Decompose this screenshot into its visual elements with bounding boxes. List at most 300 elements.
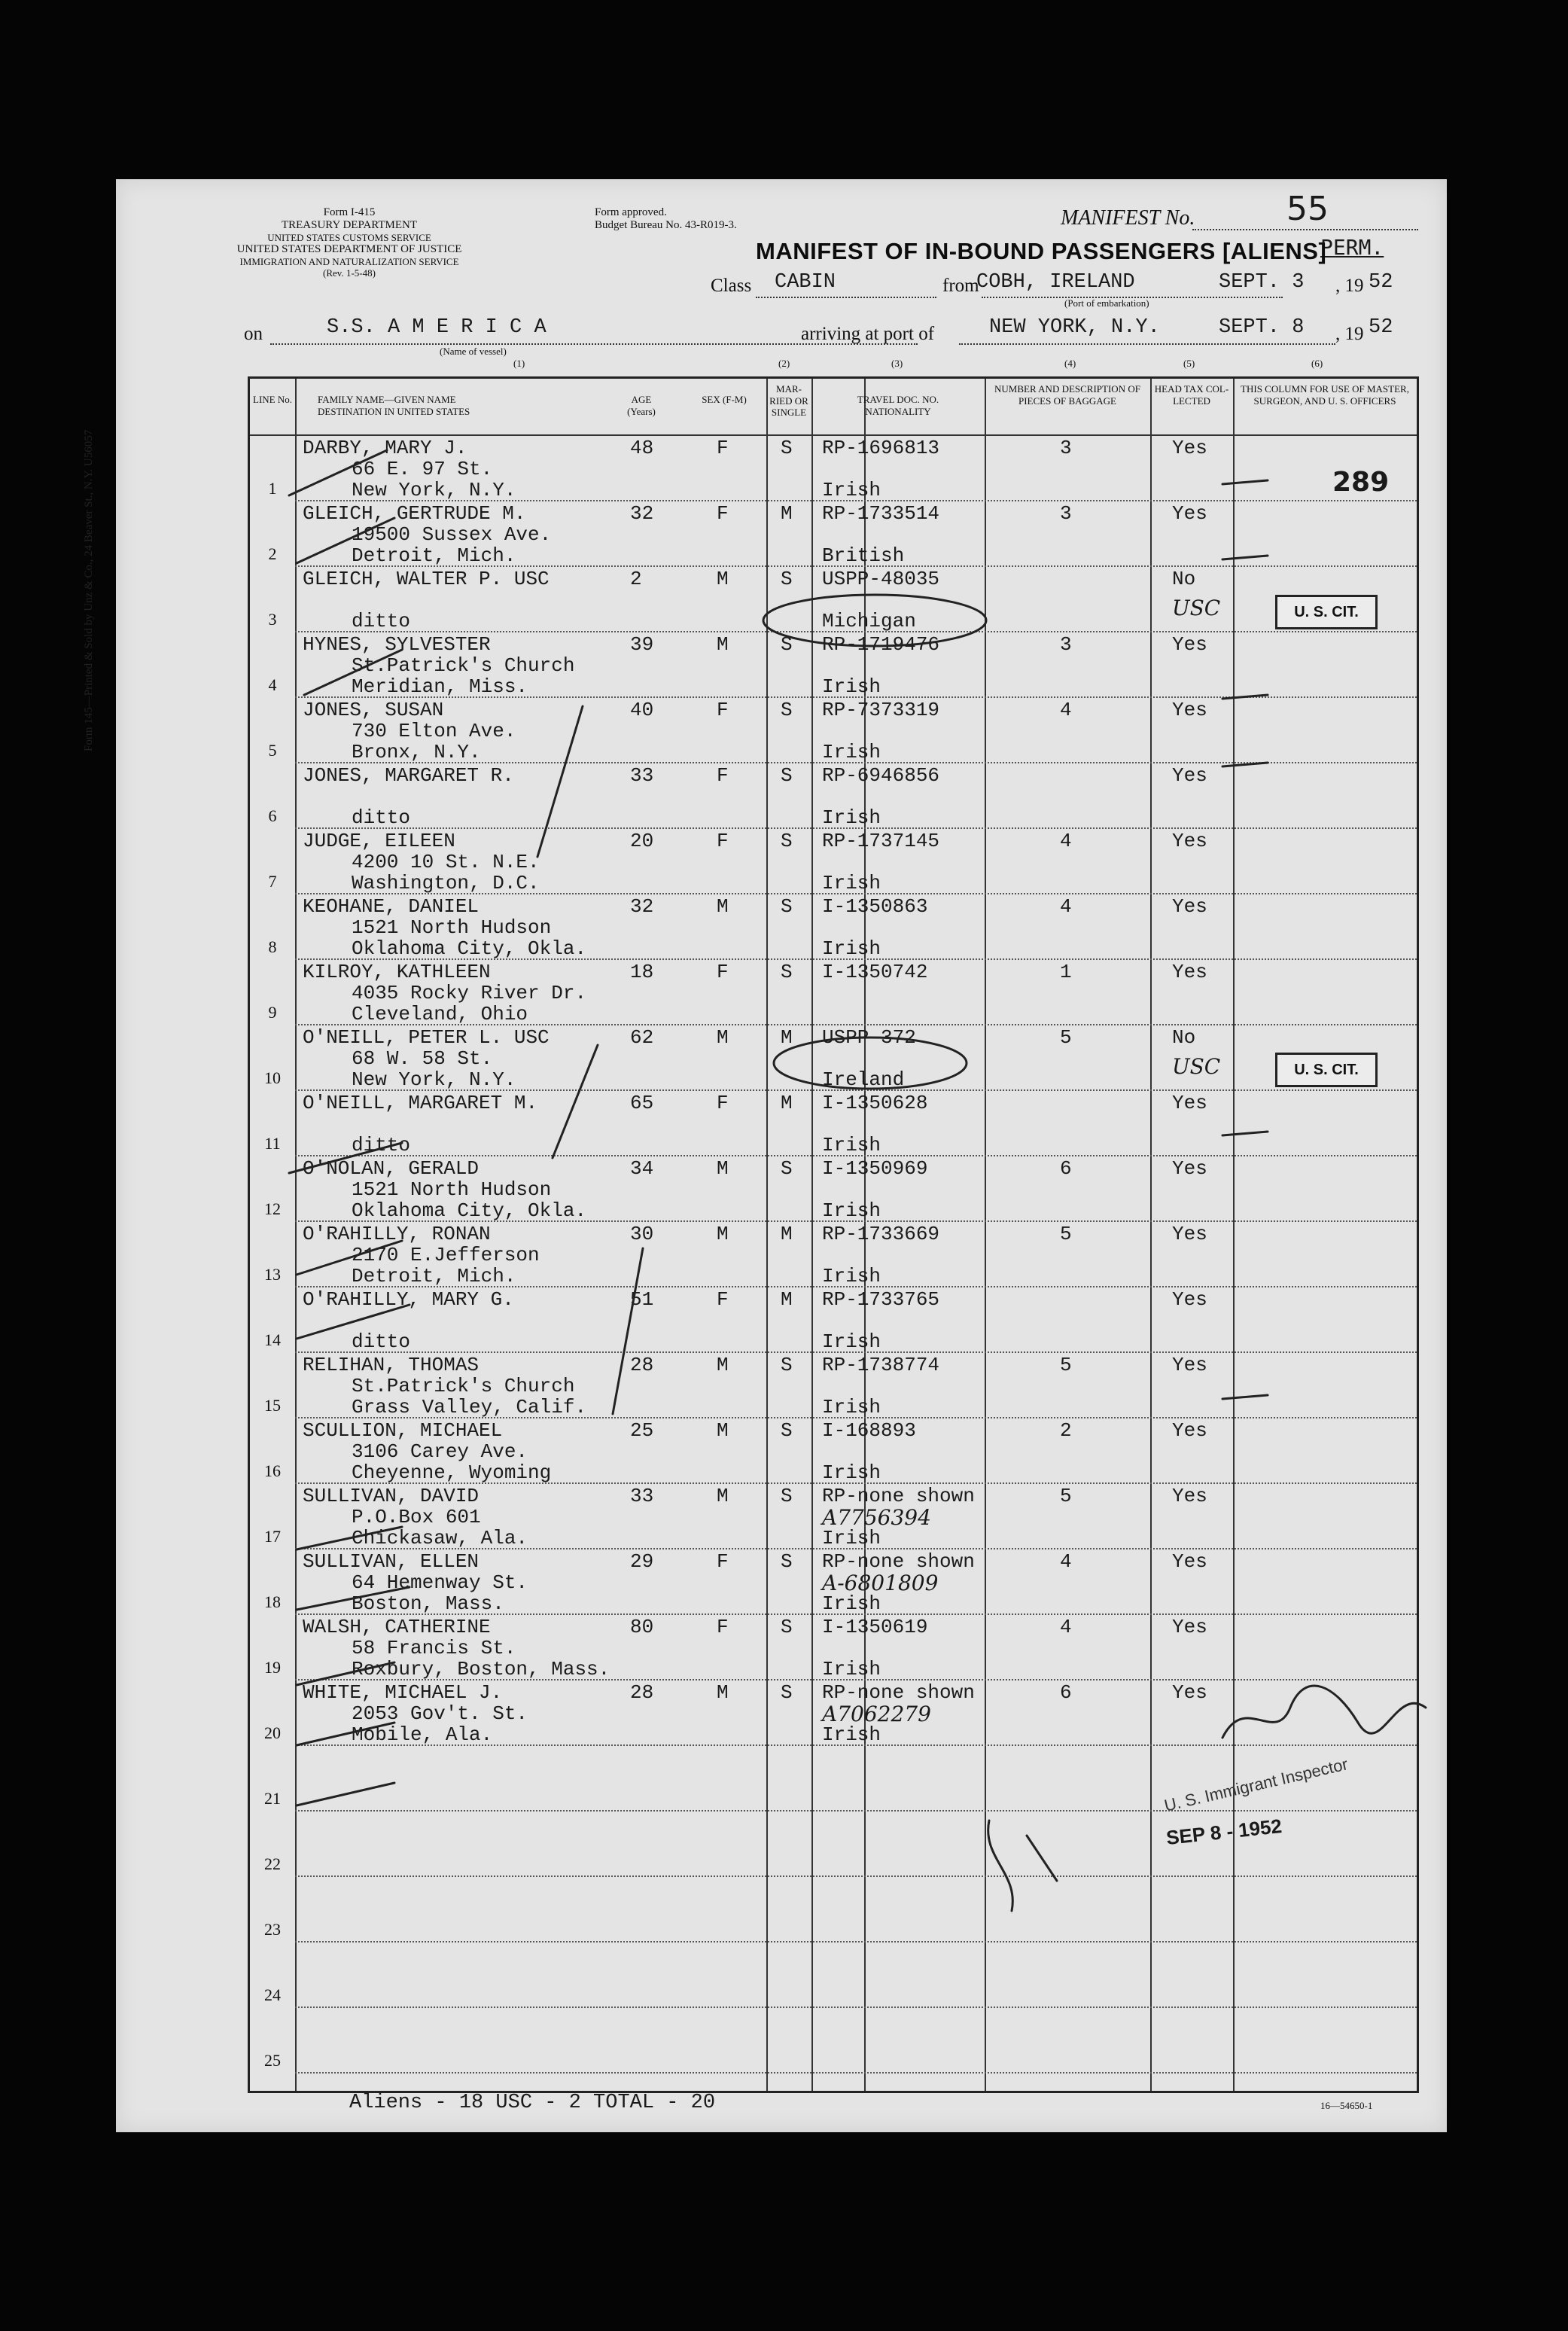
age-cell: 32: [630, 502, 654, 525]
inspector-stamp-text: U. S. Immigrant Inspector: [1162, 1754, 1350, 1815]
travel-doc-number: USPP-48035: [822, 568, 940, 590]
table-row: [250, 436, 1417, 501]
destination-street: St.Patrick's Church: [352, 654, 575, 677]
passenger-name: JONES, SUSAN: [303, 699, 444, 721]
baggage-count: 4: [1060, 1616, 1072, 1638]
age-cell: 51: [630, 1288, 654, 1311]
dept-line-3: UNITED STATES DEPARTMENT OF JUSTICE: [236, 243, 462, 256]
table-row: [250, 1484, 1417, 1549]
arriving-label: arriving at port of: [801, 324, 935, 344]
class-line: [756, 297, 936, 298]
sex-cell: F: [717, 699, 729, 721]
nationality-cell: Irish: [822, 806, 881, 829]
destination-city: Roxbury, Boston, Mass.: [352, 1658, 610, 1680]
line-number: 6: [268, 806, 277, 825]
head-tax-cell: Yes: [1172, 1157, 1207, 1180]
destination-city: Detroit, Mich.: [352, 544, 516, 567]
destination-city: Cleveland, Ohio: [352, 1003, 528, 1025]
nationality-cell: Irish: [822, 1396, 881, 1418]
table-row: [250, 1025, 1417, 1091]
line-number: 22: [264, 1854, 281, 1873]
col-line-no: LINE No.: [253, 394, 292, 405]
age-cell: 30: [630, 1223, 654, 1245]
travel-doc-number: RP-1733669: [822, 1223, 940, 1245]
age-cell: 80: [630, 1616, 654, 1638]
head-tax-cell: Yes: [1172, 1419, 1207, 1442]
destination-street: 1521 North Hudson: [352, 1178, 552, 1201]
nationality-cell: Irish: [822, 1461, 881, 1484]
head-tax-cell: No: [1172, 1026, 1196, 1049]
vessel-name: S.S. A M E R I C A: [327, 316, 547, 339]
marital-status-cell: S: [781, 1157, 793, 1180]
age-cell: 33: [630, 764, 654, 787]
us-citizen-stamp: U. S. CIT.: [1275, 595, 1378, 629]
table-row: [250, 1418, 1417, 1484]
travel-doc-number: I-1350969: [822, 1157, 928, 1180]
departure-year-prefix: , 19: [1335, 276, 1364, 296]
table-row: [250, 567, 1417, 632]
line-number: 16: [264, 1461, 281, 1480]
age-cell: 48: [630, 437, 654, 459]
col-sex: SEX (F-M): [702, 394, 747, 405]
sex-cell: M: [717, 1157, 729, 1180]
destination-city: Washington, D.C.: [352, 872, 540, 894]
nationality-cell: Irish: [822, 1134, 881, 1156]
destination-street: 19500 Sussex Ave.: [352, 523, 552, 546]
age-cell: 18: [630, 961, 654, 983]
baggage-count: 4: [1060, 1550, 1072, 1573]
sex-cell: M: [717, 895, 729, 918]
passenger-name: KILROY, KATHLEEN: [303, 961, 491, 983]
head-tax-cell: Yes: [1172, 1681, 1207, 1704]
nationality-cell: Irish: [822, 1527, 881, 1549]
col2-caption: (2): [778, 358, 790, 369]
destination-city: ditto: [352, 806, 411, 829]
table-row: [250, 829, 1417, 894]
sex-cell: M: [717, 1026, 729, 1049]
usc-annotation: USC: [1172, 596, 1221, 620]
class-label: Class: [711, 276, 752, 296]
col3-caption: (3): [891, 358, 903, 369]
sex-cell: F: [717, 1092, 729, 1114]
col6-caption: (6): [1311, 358, 1323, 369]
passenger-name: DARBY, MARY J.: [303, 437, 467, 459]
passenger-name: O'NEILL, MARGARET M.: [303, 1092, 538, 1114]
destination-city: Meridian, Miss.: [352, 675, 528, 698]
line-number: 18: [264, 1592, 281, 1611]
baggage-count: 2: [1060, 1419, 1072, 1442]
destination-street: 2170 E.Jefferson: [352, 1244, 540, 1266]
line-number: 1: [268, 479, 277, 498]
baggage-count: 3: [1060, 633, 1072, 656]
manifest-no-line: [1192, 229, 1418, 230]
travel-doc-number: RP-1719476: [822, 633, 940, 656]
arrival-line: [959, 343, 1335, 345]
table-row: [250, 1877, 1417, 1942]
line-number: 24: [264, 1985, 281, 2004]
perm-note: PERM.: [1320, 235, 1384, 260]
departure-date: SEPT. 3: [1219, 271, 1305, 294]
sex-cell: F: [717, 502, 729, 525]
line-number: 2: [268, 544, 277, 563]
travel-doc-number: RP-7373319: [822, 699, 940, 721]
travel-doc-number: RP-1733514: [822, 502, 940, 525]
head-tax-cell: Yes: [1172, 633, 1207, 656]
travel-doc-number: RP-none shown: [822, 1681, 975, 1704]
destination-street: 1521 North Hudson: [352, 916, 552, 939]
marital-status-cell: M: [781, 1223, 793, 1245]
class-value: CABIN: [775, 271, 836, 294]
col-officers: THIS COLUMN FOR USE OF MASTER, SURGEON, AND U. S. OFFICERS: [1241, 383, 1409, 407]
travel-doc-number: RP-1733765: [822, 1288, 940, 1311]
col-baggage: NUMBER AND DESCRIPTION OF PIECES OF BAGGAGE: [994, 383, 1140, 407]
baggage-count: 4: [1060, 830, 1072, 852]
line-number: 21: [264, 1789, 281, 1808]
table-row: [250, 1091, 1417, 1156]
passenger-name: GLEICH, WALTER P. USC: [303, 568, 550, 590]
embarkation-caption: (Port of embarkation): [1064, 297, 1149, 309]
passenger-name: JUDGE, EILEEN: [303, 830, 455, 852]
head-tax-cell: Yes: [1172, 764, 1207, 787]
sex-cell: M: [717, 633, 729, 656]
destination-city: ditto: [352, 1134, 411, 1156]
nationality-cell: Ireland: [822, 1068, 905, 1091]
line-number: 8: [268, 937, 277, 956]
age-cell: 39: [630, 633, 654, 656]
baggage-count: 1: [1060, 961, 1072, 983]
destination-city: Grass Valley, Calif.: [352, 1396, 587, 1418]
alien-registration-note: A7062279: [822, 1702, 931, 1726]
manifest-no-label: MANIFEST No.: [1061, 206, 1195, 230]
passenger-name: SULLIVAN, DAVID: [303, 1485, 480, 1507]
sex-cell: F: [717, 764, 729, 787]
passenger-name: RELIHAN, THOMAS: [303, 1354, 480, 1376]
line-number: 11: [264, 1134, 281, 1153]
head-tax-cell: Yes: [1172, 1550, 1207, 1573]
arrival-date: SEPT. 8: [1219, 316, 1305, 339]
col-name: FAMILY NAME—GIVEN NAME DESTINATION IN UNITED STATES: [318, 394, 470, 417]
marital-status-cell: S: [781, 830, 793, 852]
line-number: 17: [264, 1527, 281, 1546]
travel-doc-number: RP-1737145: [822, 830, 940, 852]
line-number: 14: [264, 1330, 281, 1349]
sex-cell: F: [717, 830, 729, 852]
table-row: [250, 894, 1417, 960]
head-tax-cell: No: [1172, 568, 1196, 590]
table-row: [250, 1680, 1417, 1746]
marital-status-cell: S: [781, 764, 793, 787]
marital-status-cell: S: [781, 895, 793, 918]
travel-doc-number: RP-none shown: [822, 1550, 975, 1573]
destination-street: 730 Elton Ave.: [352, 720, 516, 742]
destination-street: 66 E. 97 St.: [352, 458, 493, 480]
nationality-cell: Irish: [822, 1265, 881, 1287]
marital-status-cell: S: [781, 699, 793, 721]
form-approval: [595, 206, 737, 233]
col-age: AGE (Years): [627, 394, 656, 417]
line-number: 23: [264, 1920, 281, 1939]
destination-city: Cheyenne, Wyoming: [352, 1461, 552, 1484]
line-number: 12: [264, 1199, 281, 1218]
head-tax-cell: Yes: [1172, 699, 1207, 721]
destination-city: Mobile, Ala.: [352, 1723, 493, 1746]
nationality-cell: Irish: [822, 741, 881, 763]
table-row: [250, 1942, 1417, 2008]
dept-line-1: TREASURY DEPARTMENT: [281, 219, 418, 232]
col1-caption: (1): [513, 358, 525, 369]
age-cell: 25: [630, 1419, 654, 1442]
table-row: [250, 1287, 1417, 1353]
head-tax-cell: Yes: [1172, 830, 1207, 852]
nationality-cell: Irish: [822, 479, 881, 501]
marital-status-cell: S: [781, 1485, 793, 1507]
age-cell: 32: [630, 895, 654, 918]
inspection-date-stamp: SEP 8 - 1952: [1165, 1815, 1283, 1849]
destination-city: ditto: [352, 610, 411, 632]
destination-city: Bronx, N.Y.: [352, 741, 481, 763]
page-title: MANIFEST OF IN-BOUND PASSENGERS [ALIENS]: [756, 238, 1327, 264]
travel-doc-number: I-1350619: [822, 1616, 928, 1638]
nationality-cell: Irish: [822, 1592, 881, 1615]
passenger-name: O'RAHILLY, RONAN: [303, 1223, 491, 1245]
head-tax-cell: Yes: [1172, 1616, 1207, 1638]
sex-cell: F: [717, 1550, 729, 1573]
destination-city: ditto: [352, 1330, 411, 1353]
rev-date: (Rev. 1-5-48): [323, 267, 376, 279]
destination-city: New York, N.Y.: [352, 1068, 516, 1091]
head-tax-cell: Yes: [1172, 1354, 1207, 1376]
departure-year: 52: [1369, 271, 1393, 294]
line-number: 20: [264, 1723, 281, 1742]
age-cell: 2: [630, 568, 642, 590]
marital-status-cell: M: [781, 1026, 793, 1049]
table-row: [250, 1222, 1417, 1287]
line-number: 25: [264, 2051, 281, 2070]
age-cell: 20: [630, 830, 654, 852]
table-row: [250, 698, 1417, 763]
table-row: [250, 960, 1417, 1025]
row-rule: [295, 2072, 1417, 2074]
nationality-cell: Irish: [822, 937, 881, 960]
travel-doc-number: RP-1738774: [822, 1354, 940, 1376]
line-number: 7: [268, 872, 277, 891]
sex-cell: M: [717, 568, 729, 590]
destination-city: New York, N.Y.: [352, 479, 516, 501]
passenger-name: JONES, MARGARET R.: [303, 764, 514, 787]
baggage-count: 5: [1060, 1354, 1072, 1376]
passenger-name: HYNES, SYLVESTER: [303, 633, 491, 656]
port-of-embarkation: COBH, IRELAND: [976, 271, 1135, 294]
age-cell: 65: [630, 1092, 654, 1114]
sex-cell: M: [717, 1419, 729, 1442]
head-tax-cell: Yes: [1172, 1288, 1207, 1311]
head-tax-cell: Yes: [1172, 895, 1207, 918]
nationality-cell: Michigan: [822, 610, 916, 632]
head-tax-cell: Yes: [1172, 961, 1207, 983]
destination-street: 4035 Rocky River Dr.: [352, 982, 587, 1004]
col-travel-doc: TRAVEL DOC. NO. NATIONALITY: [857, 394, 939, 417]
line-number: 15: [264, 1396, 281, 1415]
marital-status-cell: S: [781, 568, 793, 590]
arrival-port: NEW YORK, N.Y.: [989, 316, 1160, 339]
nationality-cell: Irish: [822, 675, 881, 698]
dept-line-2: UNITED STATES CUSTOMS SERVICE: [267, 231, 431, 243]
passenger-name: O'NOLAN, GERALD: [303, 1157, 480, 1180]
travel-doc-number: I-1350628: [822, 1092, 928, 1114]
age-cell: 40: [630, 699, 654, 721]
manifest-page: [83, 179, 1447, 2132]
col5-caption: (5): [1183, 358, 1195, 369]
baggage-count: 5: [1060, 1026, 1072, 1049]
marital-status-cell: S: [781, 961, 793, 983]
travel-doc-number: RP-none shown: [822, 1485, 975, 1507]
travel-doc-number: I-1350742: [822, 961, 928, 983]
col-married: MAR-RIED OR SINGLE: [769, 383, 808, 419]
passenger-name: SULLIVAN, ELLEN: [303, 1550, 480, 1573]
sex-cell: M: [717, 1223, 729, 1245]
marital-status-cell: S: [781, 437, 793, 459]
head-tax-cell: Yes: [1172, 502, 1207, 525]
passenger-name: SCULLION, MICHAEL: [303, 1419, 503, 1442]
arrival-year: 52: [1369, 316, 1393, 339]
arrival-year-prefix: , 19: [1335, 324, 1364, 344]
table-row: [250, 763, 1417, 829]
sex-cell: M: [717, 1354, 729, 1376]
form-code: 16—54650-1: [1320, 2100, 1373, 2111]
nationality-cell: Irish: [822, 1658, 881, 1680]
form-header-left: [229, 206, 470, 279]
sex-cell: F: [717, 1616, 729, 1638]
passenger-name: GLEICH, GERTRUDE M.: [303, 502, 526, 525]
baggage-count: 3: [1060, 502, 1072, 525]
marital-status-cell: S: [781, 1616, 793, 1638]
marital-status-cell: S: [781, 1354, 793, 1376]
destination-street: 2053 Gov't. St.: [352, 1702, 528, 1725]
line-number: 19: [264, 1658, 281, 1677]
destination-street: 4200 10 St. N.E.: [352, 851, 540, 873]
age-cell: 28: [630, 1354, 654, 1376]
table-row: [250, 2008, 1417, 2074]
destination-city: Detroit, Mich.: [352, 1265, 516, 1287]
passenger-name: WHITE, MICHAEL J.: [303, 1681, 503, 1704]
age-cell: 29: [630, 1550, 654, 1573]
baggage-count: 4: [1060, 895, 1072, 918]
baggage-count: 4: [1060, 699, 1072, 721]
destination-street: 3106 Carey Ave.: [352, 1440, 528, 1463]
sex-cell: F: [717, 437, 729, 459]
marital-status-cell: M: [781, 502, 793, 525]
marital-status-cell: M: [781, 1288, 793, 1311]
alien-registration-note: A7756394: [822, 1505, 931, 1530]
destination-city: Boston, Mass.: [352, 1592, 504, 1615]
marital-status-cell: S: [781, 1419, 793, 1442]
line-number: 10: [264, 1068, 281, 1087]
col4-caption: (4): [1064, 358, 1076, 369]
destination-street: P.O.Box 601: [352, 1506, 481, 1528]
table-row: [250, 1549, 1417, 1615]
destination-street: 68 W. 58 St.: [352, 1047, 493, 1070]
nationality-cell: British: [822, 544, 905, 567]
us-citizen-stamp: U. S. CIT.: [1275, 1053, 1378, 1087]
travel-doc-number: RP-1696813: [822, 437, 940, 459]
officer-count: 289: [1332, 467, 1390, 498]
form-number: Form I-415: [323, 206, 376, 218]
baggage-count: 6: [1060, 1157, 1072, 1180]
totals-line: Aliens - 18 USC - 2 TOTAL - 20: [349, 2092, 716, 2114]
travel-doc-number: I-168893: [822, 1419, 916, 1442]
travel-doc-number: I-1350863: [822, 895, 928, 918]
col-head-tax: HEAD TAX COL-LECTED: [1154, 383, 1229, 407]
table-row: [250, 1156, 1417, 1222]
line-number: 4: [268, 675, 277, 694]
marital-status-cell: S: [781, 633, 793, 656]
approval-line-2: Budget Bureau No. 43-R019-3.: [595, 219, 737, 232]
destination-street: 58 Francis St.: [352, 1637, 516, 1659]
head-tax-cell: Yes: [1172, 1092, 1207, 1114]
baggage-count: 6: [1060, 1681, 1072, 1704]
table-row: [250, 1353, 1417, 1418]
table-row: [250, 1615, 1417, 1680]
destination-city: Oklahoma City, Okla.: [352, 937, 587, 960]
sex-cell: F: [717, 961, 729, 983]
passenger-name: WALSH, CATHERINE: [303, 1616, 491, 1638]
side-imprint: Form 145—Printed & Sold by Unz & Co., 24 Beaver St., N.Y. U56057: [83, 429, 95, 751]
nationality-cell: Irish: [822, 1723, 881, 1746]
nationality-cell: Irish: [822, 872, 881, 894]
age-cell: 34: [630, 1157, 654, 1180]
passenger-name: O'NEILL, PETER L. USC: [303, 1026, 550, 1049]
destination-city: Chickasaw, Ala.: [352, 1527, 528, 1549]
line-number: 13: [264, 1265, 281, 1284]
table-row: [250, 632, 1417, 698]
destination-street: St.Patrick's Church: [352, 1375, 575, 1397]
travel-doc-number: USPP-372: [822, 1026, 916, 1049]
line-number: 3: [268, 610, 277, 629]
sex-cell: F: [717, 1288, 729, 1311]
baggage-count: 5: [1060, 1485, 1072, 1507]
age-cell: 33: [630, 1485, 654, 1507]
baggage-count: 3: [1060, 437, 1072, 459]
age-cell: 62: [630, 1026, 654, 1049]
nationality-cell: Irish: [822, 1330, 881, 1353]
marital-status-cell: M: [781, 1092, 793, 1114]
line-number: 5: [268, 741, 277, 760]
manifest-number: 55: [1286, 190, 1329, 228]
head-tax-cell: Yes: [1172, 437, 1207, 459]
marital-status-cell: S: [781, 1681, 793, 1704]
destination-city: Oklahoma City, Okla.: [352, 1199, 587, 1222]
travel-doc-number: RP-6946856: [822, 764, 940, 787]
head-tax-cell: Yes: [1172, 1223, 1207, 1245]
on-label: on: [244, 324, 263, 344]
vessel-caption: (Name of vessel): [440, 346, 507, 357]
dept-line-4: IMMIGRATION AND NATURALIZATION SERVICE: [239, 255, 459, 267]
alien-registration-note: A-6801809: [822, 1571, 939, 1595]
nationality-cell: Irish: [822, 1199, 881, 1222]
usc-annotation: USC: [1172, 1054, 1221, 1079]
from-label: from: [942, 276, 979, 296]
approval-line-1: Form approved.: [595, 206, 667, 218]
line-number: 9: [268, 1003, 277, 1022]
table-row: [250, 501, 1417, 567]
passenger-name: O'RAHILLY, MARY G.: [303, 1288, 514, 1311]
sex-cell: M: [717, 1681, 729, 1704]
baggage-count: 5: [1060, 1223, 1072, 1245]
marital-status-cell: S: [781, 1550, 793, 1573]
passenger-name: KEOHANE, DANIEL: [303, 895, 480, 918]
head-tax-cell: Yes: [1172, 1485, 1207, 1507]
age-cell: 28: [630, 1681, 654, 1704]
